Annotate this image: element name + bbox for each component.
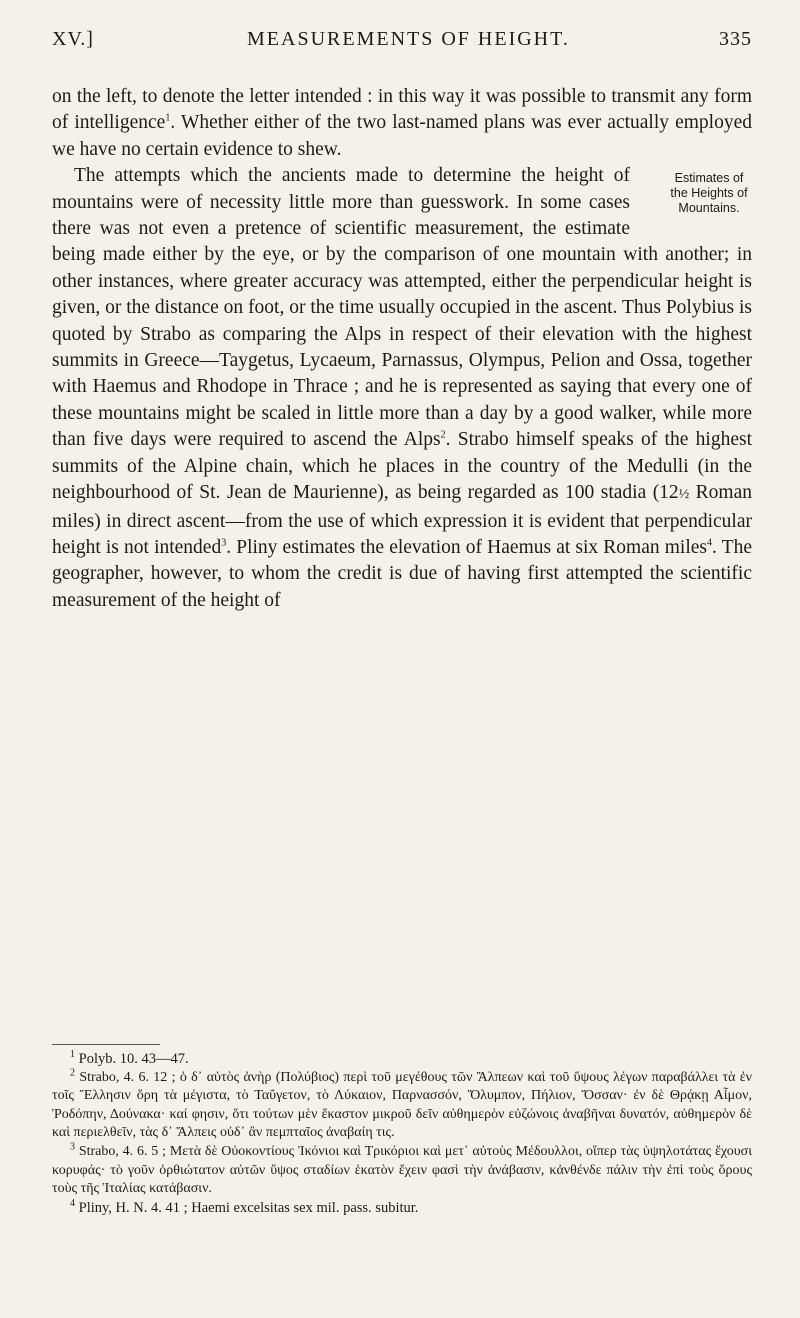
footnote-3-number: 3	[70, 1141, 75, 1153]
paragraph-2	[52, 163, 752, 614]
footnote-4-number: 4	[70, 1197, 75, 1209]
footnote-1-number: 1	[70, 1049, 75, 1061]
main-text	[52, 84, 752, 614]
footnote-1-text: Polyb. 10. 43—47.	[75, 1051, 189, 1067]
paragraph-2-part-c: Roman miles) in direct ascent—from the use of which expression it is evident that perpendicular height is not intended	[52, 482, 752, 558]
paragraph-1	[52, 84, 752, 163]
footnote-ref-1[interactable]: 1	[165, 112, 171, 124]
footnote-2	[52, 1066, 752, 1143]
page-number: 335	[719, 28, 752, 50]
footnotes	[52, 1050, 752, 1217]
paragraph-1-text: on the left, to denote the letter intended : in this way it was possible to transmit any form of intelligence	[52, 86, 752, 134]
chapter-number: XV.]	[52, 28, 94, 50]
footnote-4-text: Pliny, H. N. 4. 41 ; Haemi excelsitas sex mil. pass. subitur.	[75, 1199, 419, 1216]
footnote-4	[52, 1199, 752, 1218]
margin-note	[644, 171, 752, 216]
paragraph-2-part-a: The attempts which the ancients made to determine the height of mountains were of necessity little more than guesswork. In some cases there was not even a pretence of scientific measurement, the estimate being made either by the eye, or by the comparison of one mountain with another; in other instances, where greater accuracy was attempted, either the perpendicular height is given, or the distance on foot, or the time usually occupied in the ascent. Thus Polybius is quoted by Strabo as comparing the Alps in respect of their elevation with the highest summits in Greece—Taygetus, Lycaeum, Parnassus, Olympus, Pelion and Ossa, together with Haemus and Rhodope in Thrace ; and he is represented as saying that every one of these mountains might be scaled in little more than a day by a good walker, while more than five days were required to ascend the Alps	[52, 165, 752, 451]
footnote-2-text: Strabo, 4. 6. 12 ; ὁ δ᾽ αὐτὸς ἀνὴρ (Πολύβιος) περὶ τοῦ μεγέθους τῶν Ἄλπεων καὶ τοῦ ὕψους λέγων παραβάλλει τὰ ἐν τοῖς Ἕλλησιν ὄρη τὰ μέγιστα, τὸ Ταΰγετον, τὸ Λύκαιον, Παρνασσόν, Ὄλυμπον, Πήλιον, Ὄσσαν· ἐν δὲ Θρᾴκῃ Αἷμον, Ῥοδόπην, Δούνακα· καί φησιν, ὅτι τούτων μὲν ἕκαστον μικροῦ δεῖν αὐθημερὸν εὐζώνοις ἀναβῆναι δυνατόν, αὐθημερὸν δὲ καὶ περιελθεῖν, τὰς δ᾽ Ἄλπεις οὐδ᾽ ἂν πεμπταῖος ἀναβαίη τις.	[52, 1069, 752, 1141]
footnote-1	[52, 1050, 752, 1069]
footnote-3	[52, 1143, 752, 1199]
paragraph-2-part-b: . Strabo himself speaks of the highest summits of the Alpine chain, which he places in the country of the Medulli (in the neighbourhood of St. Jean de Maurienne), as being regarded as 100 stadia (12	[52, 429, 752, 504]
running-header	[52, 24, 752, 64]
paragraph-2-part-e: . The geographer, however, to whom the credit is due of having first attempted the scientific measurement of the height of	[52, 536, 752, 611]
footnote-ref-3[interactable]: 3	[221, 537, 227, 549]
footnote-3-text: Strabo, 4. 6. 5 ; Μετὰ δὲ Οὐοκοντίους Ἰκόνιοι καὶ Τρικόριοι καὶ μετ᾽ αὐτοὺς Μέδουλλοι, οἵπερ τὰς ὑψηλοτάτας ἔχουσι κορυφάς· τὸ γοῦν ὀρθιώτατον αὐτῶν ὕψος σταδίων ἑκατὸν ἔχειν φασὶ τὴν ἀνάβασιν, κἀνθένδε πάλιν τὴν ἐπὶ τοὺς ὅρους τοὺς τῆς Ἰταλίας κατάβασιν.	[52, 1143, 752, 1197]
paragraph-1-end: . Whether either of the two last-named plans was ever actually employed we have no certain evidence to shew.	[52, 112, 753, 160]
running-title: MEASUREMENTS OF HEIGHT.	[247, 28, 570, 50]
margin-note-line-2: the Heights of	[670, 186, 748, 201]
margin-note-line-3: Mountains.	[678, 201, 740, 216]
margin-note-line-1: Estimates of	[674, 171, 744, 186]
footnote-2-number: 2	[70, 1066, 75, 1078]
fraction-half: ½	[678, 487, 690, 503]
footnote-divider	[52, 1044, 160, 1045]
footnote-ref-4[interactable]: 4	[707, 537, 713, 549]
paragraph-2-part-d: . Pliny estimates the elevation of Haemus at six Roman miles	[226, 536, 708, 558]
footnote-ref-2[interactable]: 2	[440, 429, 446, 441]
